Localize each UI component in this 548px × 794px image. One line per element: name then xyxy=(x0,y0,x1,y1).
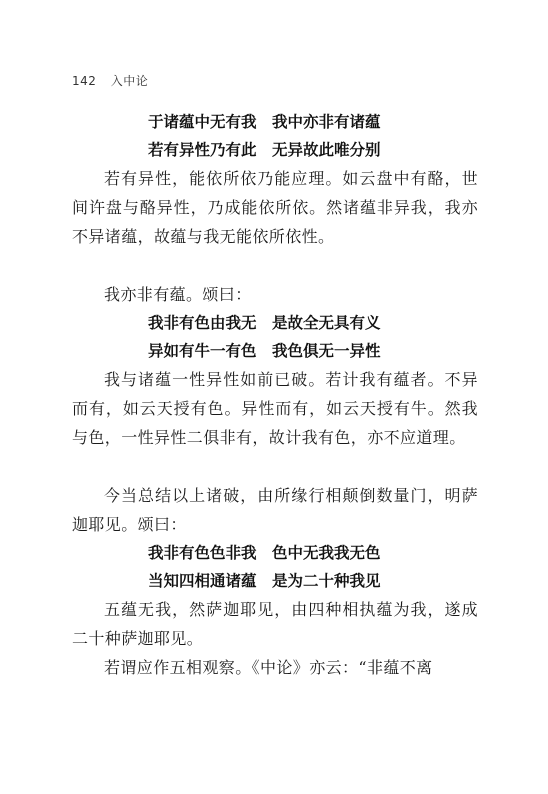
body-paragraph: 我亦非有蕴。颂曰： xyxy=(104,285,252,304)
verse-line: 我非有色由我无 是故全无具有义 xyxy=(148,314,381,332)
body-paragraph: 今当总结以上诸破，由所缘行相颠倒数量门，明萨迦耶见。颂曰： xyxy=(72,486,478,534)
paragraph-gap xyxy=(72,452,478,481)
verse-line: 于诸蕴中无有我 我中亦非有诸蕴 xyxy=(148,113,381,131)
page-body xyxy=(72,108,478,682)
body-paragraph: 我与诸蕴一性异性如前已破。若计我有蕴者。不异而有，如云天授有色。异性而有，如云天授有牛。然我与色，一性异性二俱非有，故计我有色，亦不应道理。 xyxy=(72,370,478,447)
body-paragraph: 若谓应作五相观察。《中论》亦云：“非蕴不离 xyxy=(104,658,433,677)
book-title: 入中论 xyxy=(110,74,149,88)
body-paragraph: 若有异性，能依所依乃能应理。如云盘中有酪，世间许盘与酪异性，乃成能依所依。然诸蕴非异我，我亦不异诸蕴，故蕴与我无能依所依性。 xyxy=(72,169,478,246)
page-number: 142 xyxy=(72,74,97,88)
body-paragraph: 五蕴无我，然萨迦耶见，由四种相执蕴为我，遂成二十种萨迦耶见。 xyxy=(72,600,478,648)
running-header xyxy=(72,72,148,89)
verse-line: 当知四相通诸蕴 是为二十种我见 xyxy=(148,572,381,590)
paragraph-gap xyxy=(72,251,478,280)
verse-line: 异如有牛一有色 我色俱无一异性 xyxy=(148,342,381,360)
verse-line: 若有异性乃有此 无异故此唯分别 xyxy=(148,141,381,159)
verse-line: 我非有色色非我 色中无我我无色 xyxy=(148,544,381,562)
